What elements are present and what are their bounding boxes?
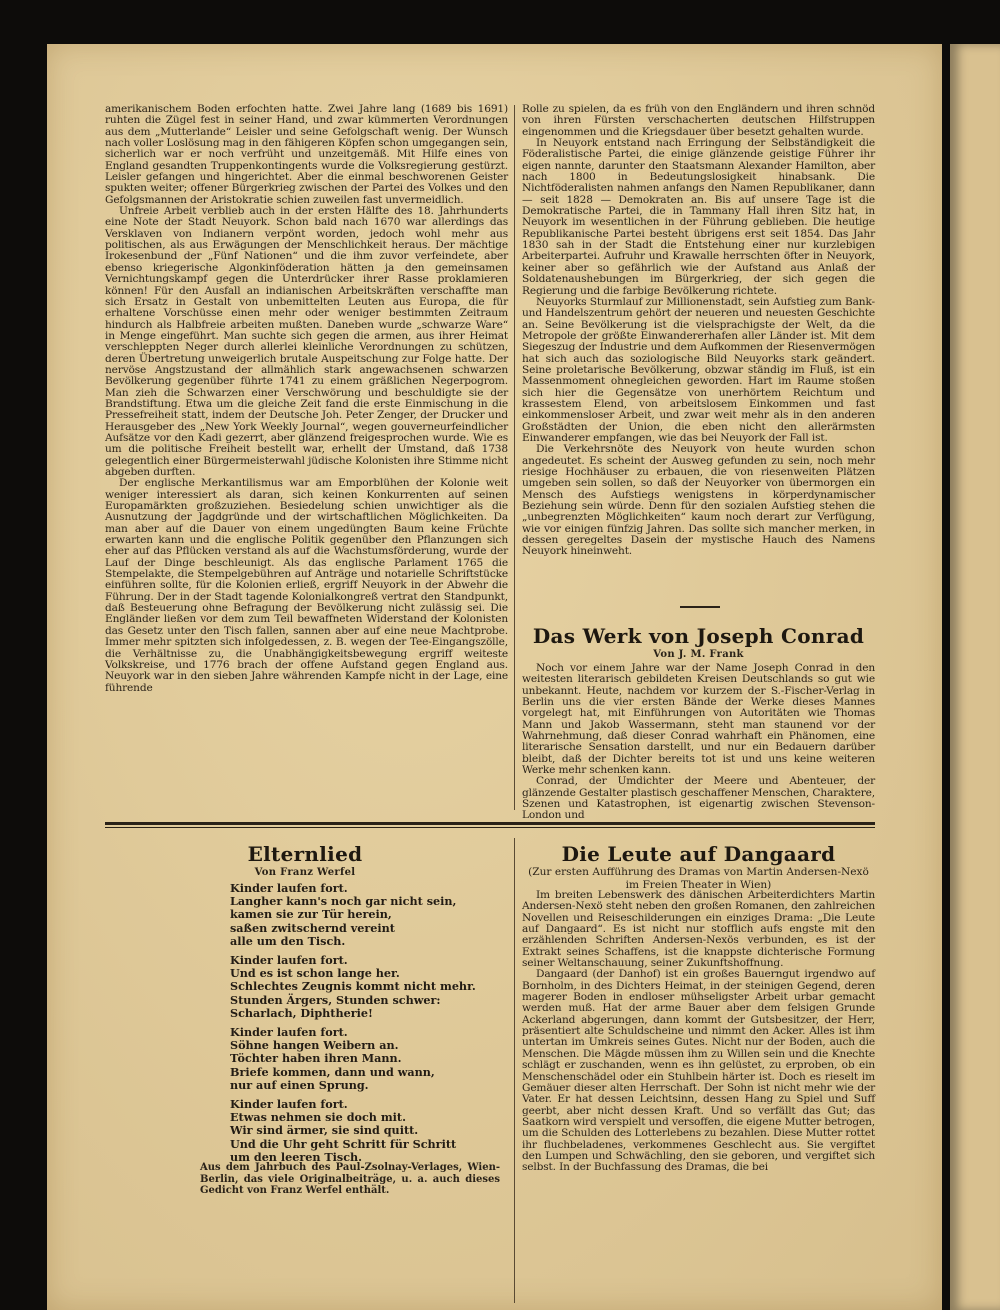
poem-line: Töchter haben ihren Mann.: [230, 1051, 402, 1066]
conrad-article-body: [522, 662, 875, 822]
dangaard-article-title: Die Leute auf Dangaard: [561, 842, 836, 866]
conrad-article-byline: Von J. M. Frank: [653, 649, 744, 660]
paragraph: Dangaard (der Danhof) ist ein großes Bauerngut irgendwo auf Bornholm, in des Dichters Heimat, in der steinigen Gegend, deren magerer Boden in endloser mühseligster Arbeit urbar gemacht werden muß. Hat der arme Bauer aber dem felsigen Grunde Ackerland abgerungen, dann kommt der Gutsbesitzer, der Herr, präsentiert alte Schuldscheine und nimmt den Acker. Alles ist ihm untertan im Umkreis seines Gutes. Nicht nur der Boden, auch die Menschen. Die Mägde müssen ihm zu Willen sein und die Knechte schlägt er zuschanden, wenn es ihn gelüstet, zu erproben, ob ein Menschenschädel oder ein Stuhlbein härter ist. Doch es rieselt im Gemäuer dieser alten Herrschaft. Der Sohn ist nicht mehr wie der Vater. Er hat dessen Leichtsinn, dessen Hang zu Spiel und Suff geerbt, aber nicht dessen Kraft. Und so verfällt das Gut; das Saatkorn wird verspielt und versoffen, die eigene Mutter betrogen, um die Schulden des Lotterlebens zu bezahlen. Diese Mutter rottet ihr fluchbeladenes, verkommenes Geschlecht aus. Sie vergiftet den Lumpen und Schwächling, den sie geboren, und vergiftet sich selbst. In der Buchfassung des Dramas, die bei: [522, 968, 875, 1174]
poem-line: kamen sie zur Tür herein,: [230, 907, 392, 922]
poem-line: Etwas nehmen sie doch mit.: [230, 1110, 406, 1125]
horizontal-divider: [105, 822, 875, 825]
subtitle-line: (Zur ersten Aufführung des Dramas von Martin Andersen-Nexö: [528, 866, 869, 878]
paragraph: Neuyorks Sturmlauf zur Millionenstadt, sein Aufstieg zum Bank- und Handelszentrum gehört der neueren und neuesten Geschichte an. Seine Bevölkerung ist die vielsprachigste der Welt, da die Metropole der größte Einwandererhafen aller Länder ist. Mit dem Siegeszug der Industrie und dem Aufkommen der Riesenvermögen hat sich auch das soziologische Bild Neuyorks stark geändert. Seine proletarische Bevölkerung, obzwar ständig im Fluß, ist ein Massenmoment ohnegleichen geworden. Hart im Raume stoßen sich hier die Gegensätze von unerhörtem Reichtum und krassestem Elend, von arbeitslosem Einkommen und fast einkommensloser Arbeit, und zwar weit mehr als in den anderen Großstädten der Union, die eben nicht den allerärmsten Einwanderer empfangen, wie das bei Neuyork der Fall ist.: [522, 295, 875, 444]
poem-line: Schlechtes Zeugnis kommt nicht mehr.: [230, 979, 476, 994]
poem-line: Söhne hangen Weibern an.: [230, 1038, 399, 1053]
poem-byline: Von Franz Werfel: [254, 867, 356, 878]
adjacent-page-edge: [950, 44, 1000, 1310]
paragraph: Der englische Merkantilismus war am Emporblühen der Kolonie weit weniger interessiert als daran, sich keinen Konkurrenten auf seinen Europamärkten großzuziehen. Besiedelung schien unwichtiger als die Ausnutzung der Jagdgründe und der wirtschaftlichen Möglichkeiten. Da man aber auf die Dauer von einem ungedüngten Baum keine Früchte erwarten kann und die englische Politik gegenüber den Pflanzungen sich eher auf das Pflücken verstand als auf die Wachstumsförderung, wurde der Lauf der Dinge beschleunigt. Als das englische Parlament 1765 die Stempelakte, die Stempelgebühren auf Anträge und notarielle Schriftstücke einführen sollte, für die Kolonien erließ, ergriff Neuyork in der Abwehr die Führung. Der in der Stadt tagende Kolonialkongreß vertrat den Standpunkt, daß Besteuerung ohne Befragung der Bevölkerung nicht zulässig sei. Die Engländer ließen vor dem zum Teil bewaffneten Widerstand der Kolonisten das Gesetz unter den Tisch fallen, sannen aber auf eine neue Machtprobe. Immer mehr spitzten sich infolgedessen, z. B. wegen der Tee-Eingangszölle, die Verhältnisse zu, die Unabhängigkeitsbewegung ergriff weiteste Volkskreise, und 1776 brach der offene Aufstand gegen England aus. Neuyork war in den sieben Jahre währenden Kampfe nicht in der Lage, eine führende: [105, 477, 508, 694]
column-divider-lower: [514, 838, 515, 1303]
dangaard-article-body: [522, 890, 875, 1300]
poem-line: saßen zwitschernd vereint: [230, 920, 395, 935]
poem-line: Und die Uhr geht Schritt für Schritt: [230, 1136, 457, 1151]
article-neuyork-left-column: [105, 104, 508, 796]
poem-line: Wir sind ärmer, sie sind quitt.: [230, 1123, 419, 1138]
poem-line: alle um den Tisch.: [230, 933, 346, 948]
poem-stanza: [230, 1098, 500, 1164]
poem-line: um den leeren Tisch.: [230, 1149, 363, 1164]
poem-stanza: [230, 1026, 500, 1092]
conrad-article-title: Das Werk von Joseph Conrad: [532, 624, 865, 648]
paragraph: In Neuyork entstand nach Erringung der Selbständigkeit die Föderalistische Partei, die einige glänzende geistige Führer ihr eigen nannte, darunter den Staatsmann Alexander Hamilton, aber nach 1800 in Bedeutungslosigkeit hinabsank. Die Nichtföderalisten nahmen anfangs den Namen Republikaner, dann — seit 1828 — Demokraten an. Bis auf unsere Tage ist die Demokratische Partei, die in Tammany Hall ihren Sitz hat, in Neuyork im wesentlichen in der Führung geblieben. Die heutige Republikanische Partei besteht übrigens erst seit 1854. Das Jahr 1830 sah in der Stadt die Entstehung einer nur kurzlebigen Arbeiterpartei. Aufruhr und Krawalle herrschten öfter in Neuyork, keiner aber so gefährlich wie der Aufstand aus Anlaß der Soldatenaushebungen im Bürgerkrieg, der sich gegen die Regierung und die farbige Bevölkerung richtete.: [522, 137, 875, 297]
paragraph: Noch vor einem Jahre war der Name Joseph Conrad in den weitesten literarisch gebildeten Kreisen Deutschlands so gut wie unbekannt. Heute, nachdem vor kurzem der S.-Fischer-Verlag in Berlin uns die vier ersten Bände der Werke dieses Mannes vorgelegt hat, mit Einführungen von Autoritäten wie Thomas Mann und Jakob Wassermann, steht man staunend vor der Wahrnehmung, daß dieser Conrad wahrhaft ein Phänomen, eine literarische Sensation darstellt, und nur ein Bedauern darüber bleibt, daß der Dichter bereits tot ist und uns keine weiteren Werke mehr schenken kann.: [522, 662, 875, 777]
paragraph: Unfreie Arbeit verblieb auch in der ersten Hälfte des 18. Jahrhunderts eine Note der Stadt Neuyork. Schon bald nach 1670 war allerdings das Versklaven von Indianern verpönt worden, jedoch wohl mehr aus politischen, als aus Erwägungen der Menschlichkeit heraus. Der mächtige Irokesenbund der „Fünf Nationen“ und die ihm zuvor verfeindete, aber ebenso kriegerische Algonkinföderation hätten ja den gemeinsamen Vernichtungskampf gegen die Unterdrücker ihrer Rasse proklamieren können! Für den Ausfall an indianischen Arbeitskräften verschaffte man sich Ersatz in Gestalt von unbemittelten Leuten aus Europa, die für erhaltene Vorschüsse einen mehr oder weniger bestimmten Zeitraum hindurch als Halbfreie arbeiten mußten. Daneben wurde „schwarze Ware“ in Menge eingeführt. Man suchte sich gegen die armen, aus ihrer Heimat verschleppten Neger durch allerlei kleinliche Verordnungen zu schützen, deren Übertretung unweigerlich brutale Auspeitschung zur Folge hatte. Der nervöse Angstzustand der allmählich stark angewachsenen schwarzen Bevölkerung gegenüber führte 1741 zu einem gräßlichen Negerpogrom. Man zieh die Schwarzen einer Verschwörung und beschuldigte sie der Brandstiftung. Etwa um die gleiche Zeit fand die erste Einmischung in die Pressefreiheit statt, indem der Deutsche Joh. Peter Zenger, der Drucker und Herausgeber des „New York Weekly Journal“, wegen gouverneurfeindlicher Aufsätze vor den Kadi gezerrt, aber glänzend freigesprochen wurde. Wie es um die politische Freiheit bestellt war, erhellt der Umstand, daß 1738 gelegentlich einer Bürgermeisterwahl jüdische Kolonisten ihre Stimme nicht abgeben durften.: [105, 205, 508, 478]
poem-source-note: Aus dem Jahrbuch des Paul-Zsolnay-Verlages, Wien-Berlin, das viele Originalbeiträge, u. a. auch dieses Gedicht von Franz Werfel enthält.: [200, 1162, 500, 1196]
section-separator: [680, 606, 720, 608]
paragraph: Im breiten Lebenswerk des dänischen Arbeiterdichters Martin Andersen-Nexö steht neben den großen Romanen, den zahlreichen Novellen und Reiseschilderungen ein einziges Drama: „Die Leute auf Dangaard“. Es ist nicht nur stofflich aufs engste mit den erzählenden Schriften Andersen-Nexös verbunden, es ist der Extrakt seines Schaffens, ist die knappste dichterische Formung seiner Weltanschauung, seiner Zukunftshoffnung.: [522, 889, 875, 970]
poem-line: Kinder laufen fort.: [230, 1025, 348, 1040]
article-neuyork-right-column: [522, 104, 875, 594]
poem-line: Und es ist schon lange her.: [230, 966, 400, 981]
poem-stanza: [230, 882, 500, 948]
poem-line: Scharlach, Diphtherie!: [230, 1005, 373, 1020]
column-divider: [514, 105, 515, 810]
poem-line: Kinder laufen fort.: [230, 953, 348, 968]
paragraph: Die Verkehrsnöte des Neuyork von heute wurden schon angedeutet. Es scheint der Ausweg gefunden zu sein, noch mehr riesige Hochhäuser zu erbauen, die von riesenweiten Plätzen umgeben sein sollen, so daß der Neuyorker von übermorgen ein Mensch des Aufstiegs wenigstens in körperdynamischer Beziehung sein würde. Denn für den sozialen Aufstieg stehen die „unbegrenzten Möglichkeiten“ kaum noch derart zur Verfügung, wie vor einigen fünfzig Jahren. Das sollte sich mancher merken, in dessen geregeltes Dasein der mystische Hauch des Namens Neuyork hineinweht.: [522, 443, 875, 558]
poem-title: Elternlied: [247, 842, 363, 866]
paragraph: Rolle zu spielen, da es früh von den Engländern und ihren schnöd von ihren Fürsten verschacherten deutschen Hilfstruppen eingenommen und die Kriegsdauer über besetzt gehalten wurde.: [522, 103, 875, 138]
poem-stanza: [230, 954, 500, 1020]
poem-line: Kinder laufen fort.: [230, 881, 348, 895]
paragraph: amerikanischem Boden erfochten hatte. Zwei Jahre lang (1689 bis 1691) ruhten die Zügel fest in seiner Hand, und zwar kümmerten Verordnungen aus dem „Mutterlande“ Leisler und seine Gefolgschaft wenig. Der Wunsch nach voller Loslösung mag in den fähigeren Köpfen schon umgegangen sein, sicherlich war er noch verfrüht und unzeitgemäß. Mit Hilfe eines von England gesandten Truppenkontingents wurde die Volksregierung gestürzt. Leisler gefangen und hingerichtet. Aber die einmal beschworenen Geister spukten weiter; offener Bürgerkrieg zwischen der Partei des Volkes und den Gefolgsmannen der Aristokratie schien zuweilen fast unvermeidlich.: [105, 103, 508, 206]
poem-line: Kinder laufen fort.: [230, 1097, 348, 1112]
subtitle-line: im Freien Theater in Wien): [625, 879, 772, 891]
paragraph: Conrad, der Umdichter der Meere und Abenteuer, der glänzende Gestalter plastisch geschaffener Menschen, Charaktere, Szenen und Katastrophen, ist eigenartig zwischen Stevenson-London und: [522, 775, 875, 822]
horizontal-divider-thin: [105, 827, 875, 828]
poem-body: [230, 882, 500, 1170]
poem-line: Briefe kommen, dann und wann,: [230, 1064, 435, 1079]
poem-line: Stunden Ärgers, Stunden schwer:: [230, 992, 441, 1007]
poem-line: nur auf einen Sprung.: [230, 1077, 369, 1092]
poem-line: Langher kann's noch gar nicht sein,: [230, 894, 457, 909]
